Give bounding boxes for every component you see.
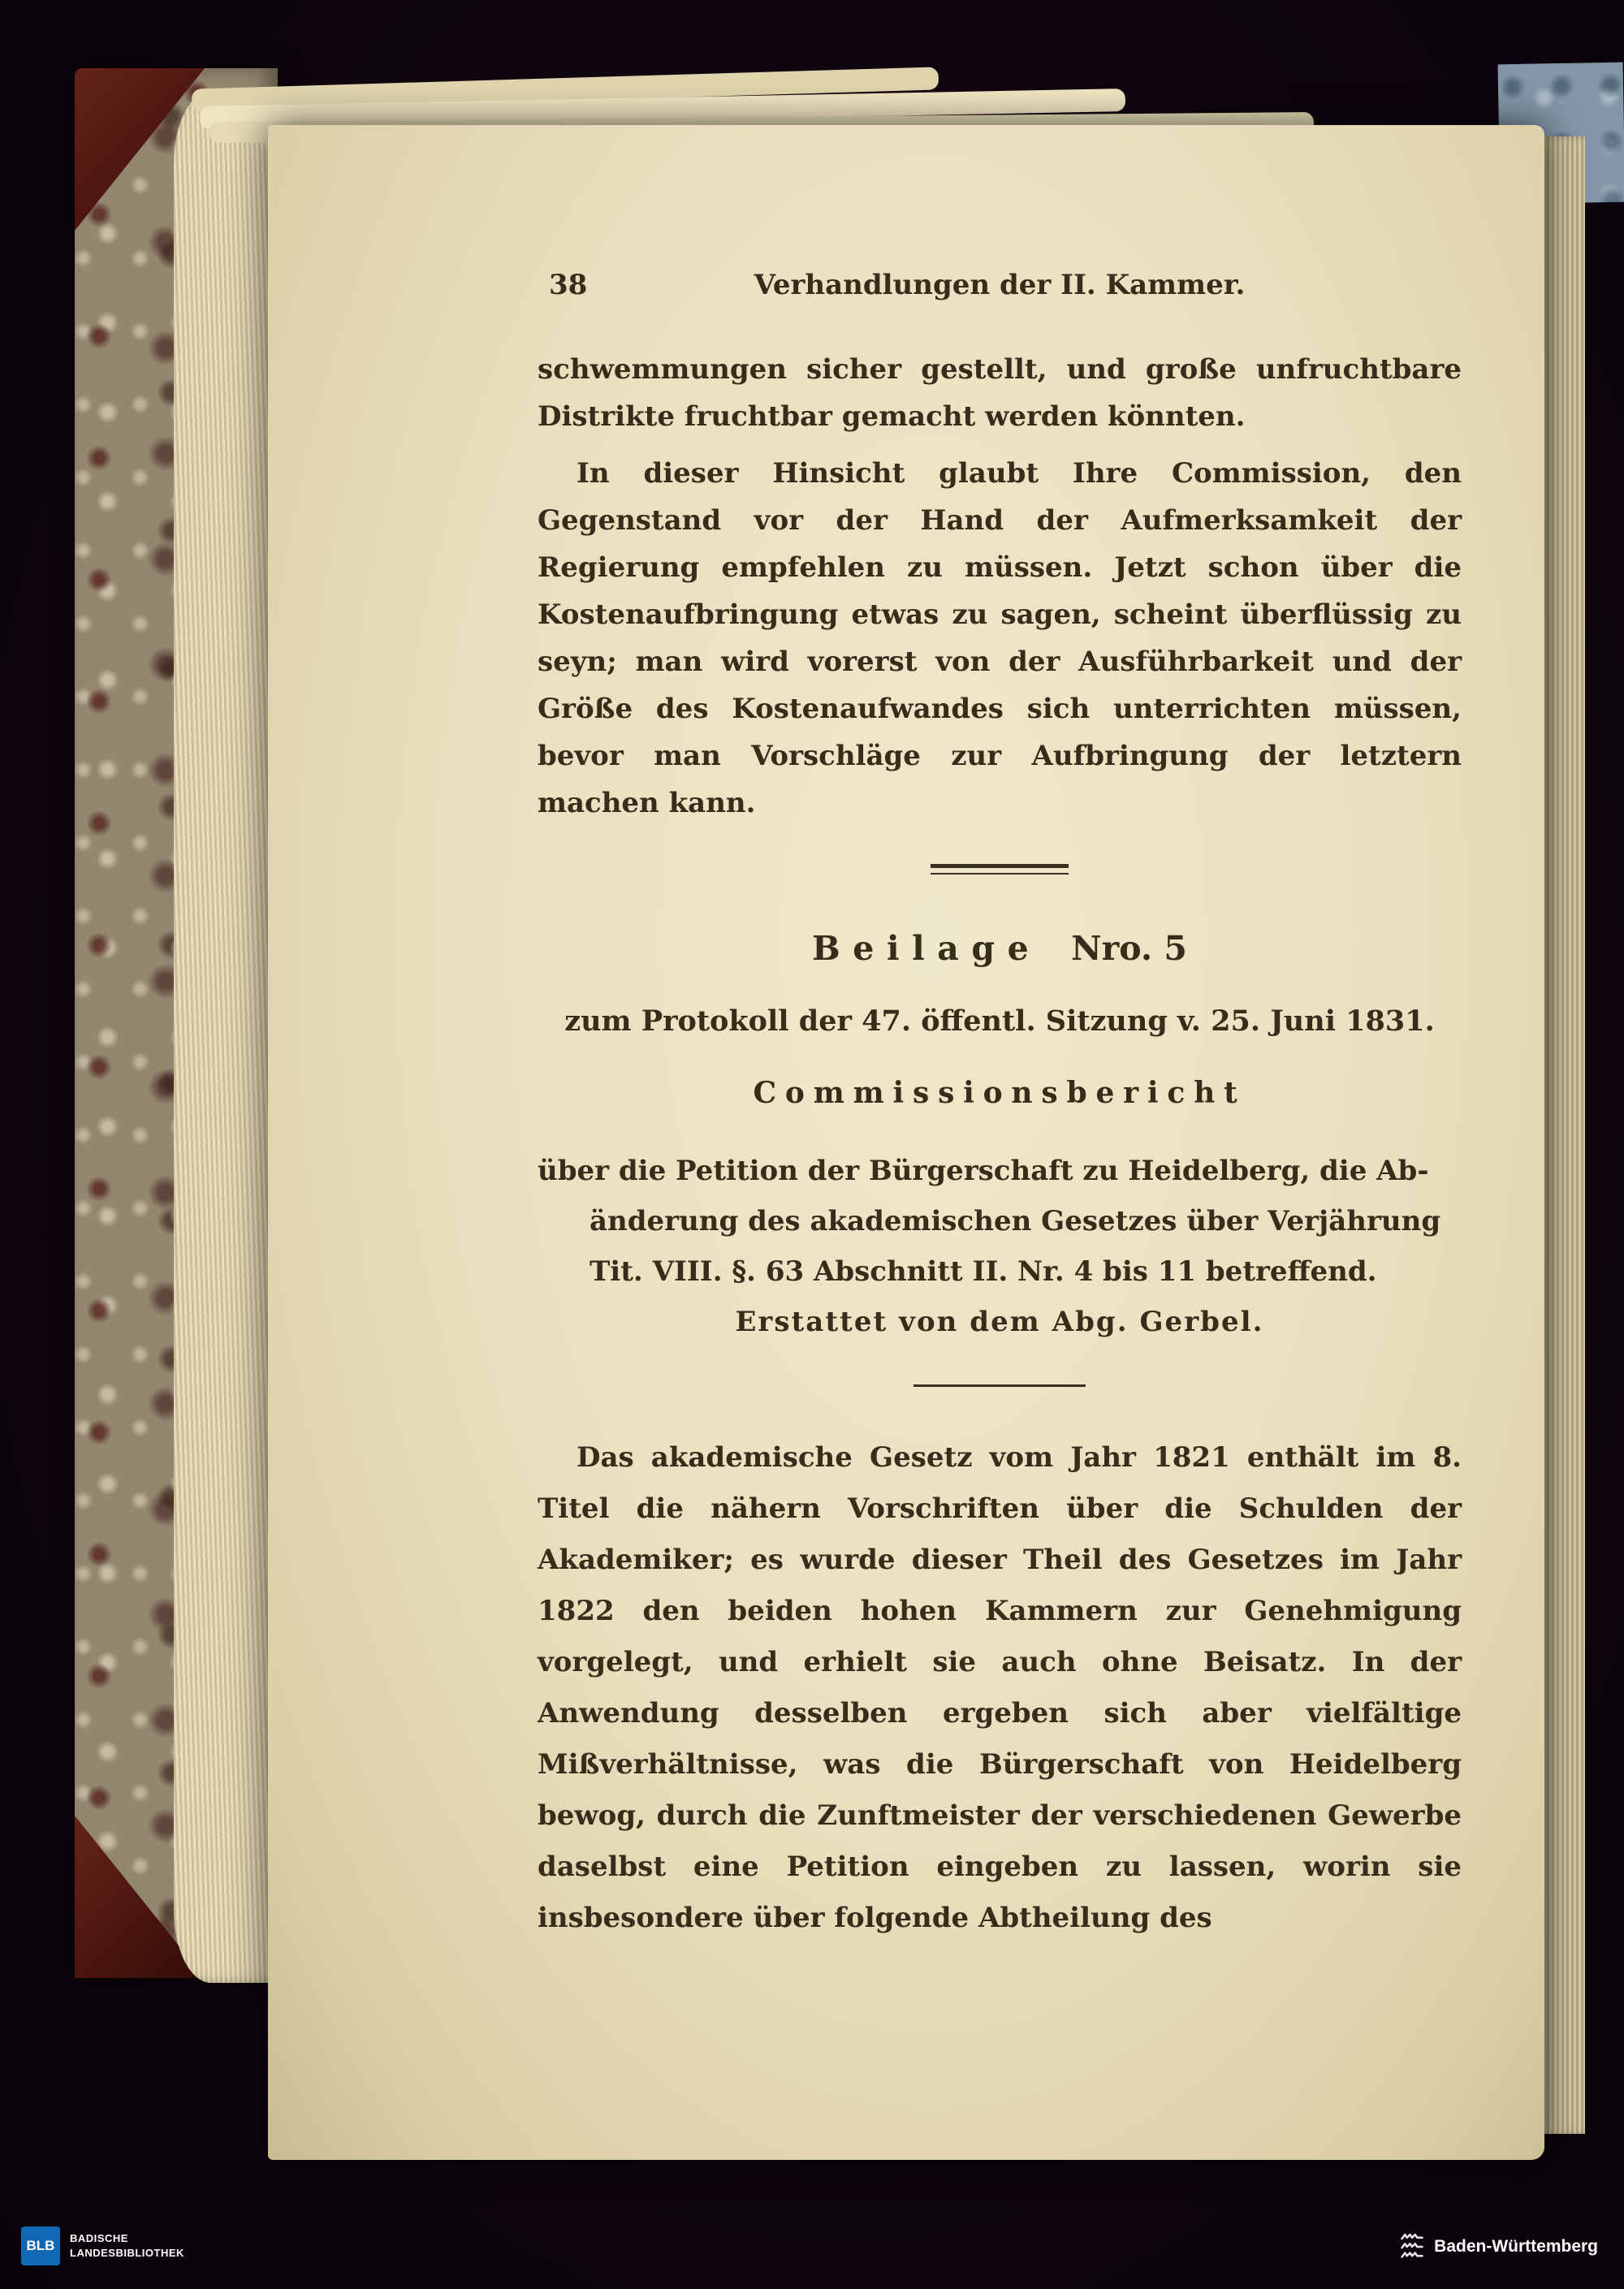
state-label: Baden-Württemberg — [1434, 2237, 1598, 2256]
right-page-edge — [1544, 136, 1585, 2134]
page-number: 38 — [549, 269, 588, 301]
baden-wuerttemberg-crest-icon — [1400, 2231, 1424, 2262]
printed-text-column — [538, 261, 1462, 1944]
library-name-line2: LANDESBIBLIOTHEK — [70, 2247, 184, 2259]
book-page — [268, 125, 1544, 2160]
petition-line: Erstattet von dem Abg. Gerbel. — [735, 1306, 1264, 1338]
section-divider — [931, 864, 1069, 875]
paragraph: schwemmungen sicher gestellt, und große unfruchtbare Distrikte fruchtbar gemacht werden könnten. — [538, 353, 1462, 433]
petition-description — [538, 1146, 1462, 1347]
petition-line: änderung des akademischen Gesetzes über Verjährung — [590, 1205, 1441, 1237]
beilage-title-number: Nro. 5 — [1071, 929, 1187, 968]
petition-line: Tit. VIII. §. 63 Abschnitt II. Nr. 4 bis 11 betreffend. — [590, 1255, 1377, 1288]
paragraph: Das akademische Gesetz vom Jahr 1821 enthält im 8. Titel die nähern Vorschriften über die Schulden der Akademiker; es wurde dieser Theil des Gesetzes im Jahr 1822 den beiden hohen Kammern zur Genehmigung vorgelegt, und erhielt sie auch ohne Beisatz. In der Anwendung desselben ergeben sich aber vielfältige Mißverhältnisse, was die Bürgerschaft von Heidelberg bewog, durch die Zunftmeister der verschiedenen Gewerbe daselbst eine Petition eingeben zu lassen, worin sie insbesondere über folgende Abtheilung des — [538, 1441, 1462, 1934]
library-name-line1: BADISCHE — [70, 2231, 128, 2244]
beilage-title-word: Beilage — [812, 929, 1042, 968]
commission-report-heading: Commissionsbericht — [753, 1076, 1246, 1110]
page-header — [538, 261, 1462, 309]
beilage-subtitle: zum Protokoll der 47. öffentl. Sitzung v. 25. Juni 1831. — [564, 1004, 1435, 1038]
library-branding — [21, 2226, 184, 2265]
library-name — [70, 2231, 184, 2261]
state-branding — [1400, 2231, 1598, 2262]
petition-line: über die Petition der Bürgerschaft zu Heidelberg, die Ab- — [538, 1155, 1429, 1187]
paragraph: In dieser Hinsicht glaubt Ihre Commission, den Gegenstand vor der Hand der Aufmerksamkeit der Regierung empfehlen zu müssen. Jetzt schon über die Kostenaufbringung etwas zu sagen, scheint überflüssig zu seyn; man wird vorerst von der Ausführbarkeit und der Größe des Kostenaufwandes sich unterrichten müssen, bevor man Vorschläge zur Aufbringung der letztern machen kann. — [538, 457, 1462, 819]
beilage-title — [538, 925, 1462, 972]
section-divider — [914, 1384, 1086, 1387]
running-header: Verhandlungen der II. Kammer. — [754, 269, 1246, 301]
blb-logo: BLB — [21, 2226, 60, 2265]
